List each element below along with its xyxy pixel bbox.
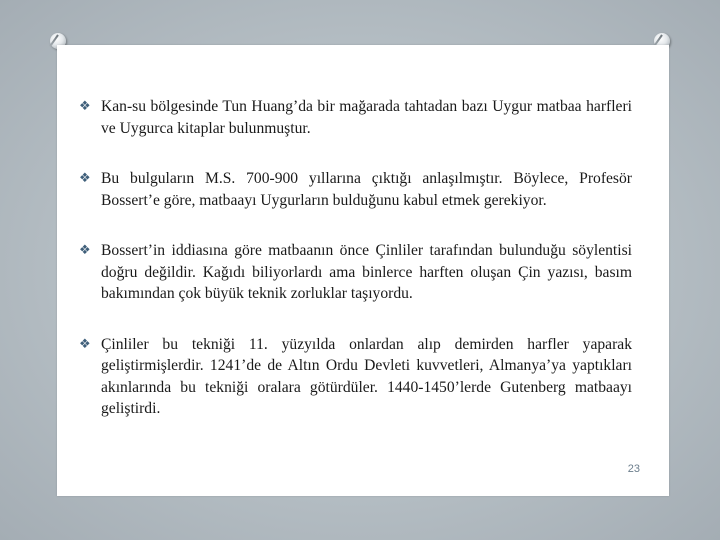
bullet-text: Kan-su bölgesinde Tun Huang’da bir mağarada tahtadan bazı Uygur matbaa harfleri ve Uygurca kitaplar bulunmuştur. [101, 98, 632, 137]
bullet-text: Çinliler bu tekniği 11. yüzyılda onlardan alıp demirden harfler yaparak geliştirmişlerdir. 1241’de de Altın Ordu Devleti kuvvetleri, Almanya’ya yaptıkları akınlarında bu tekniği oralara götürdüler. 1440-1450’lerde Gutenberg matbaayı geliştirdi. [101, 335, 632, 417]
page-number: 23 [627, 463, 640, 475]
bullet-text: Bu bulguların M.S. 700-900 yıllarına çıktığı anlaşılmıştır. Böylece, Profesör Bossert’e göre, matbaayı Uygurların bulduğunu kabul etmek gerekiyor. [101, 170, 632, 209]
bullet-item [79, 240, 632, 305]
bullet-text: Bossert’in iddiasına göre matbaanın önce Çinliler tarafından bulunduğu söylentisi doğru değildir. Kağıdı biliyorlardı ama binlerce harften oluşan Çin yazısı, basım bakımından çok büyük teknik zorluklar taşıyordu. [101, 242, 632, 302]
bullet-item [79, 334, 632, 420]
bullet-item [79, 96, 632, 139]
diamond-bullet-icon: ❖ [79, 99, 91, 114]
diamond-bullet-icon: ❖ [79, 171, 91, 186]
bullet-item [79, 168, 632, 211]
slide-content [79, 96, 632, 420]
diamond-bullet-icon: ❖ [79, 243, 91, 258]
diamond-bullet-icon: ❖ [79, 336, 91, 352]
